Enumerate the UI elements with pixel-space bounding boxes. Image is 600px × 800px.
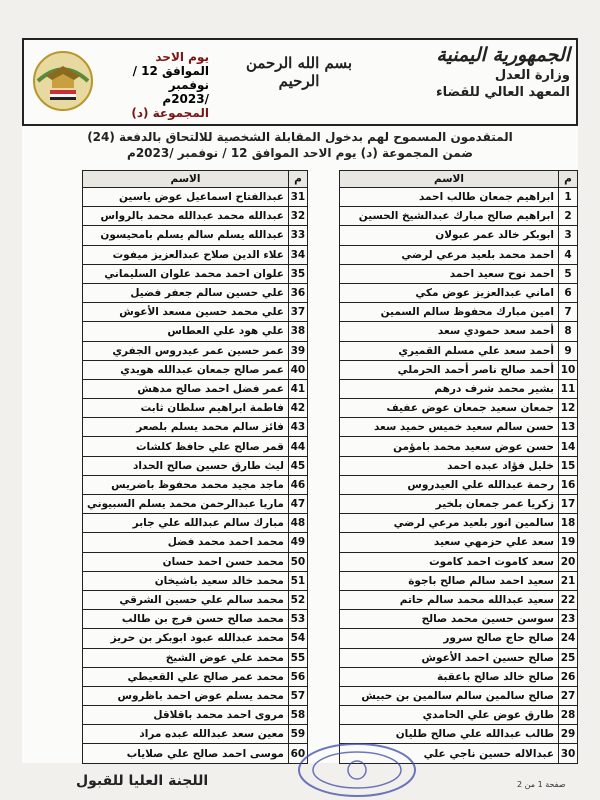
applicant-name: عبدالله يسلم سالم يسلم بامحيسون [83,226,289,245]
table-row [83,533,308,552]
applicant-name: سالمين انور بلعيد مرعي لرضي [340,514,559,533]
table-header-row [340,171,578,188]
table-row [83,571,308,590]
row-number: 54 [288,629,307,648]
applicant-name: احمد نوح سعيد احمد [340,264,559,283]
table-row [83,418,308,437]
row-number: 53 [288,610,307,629]
row-number: 11 [559,379,578,398]
applicant-name: محمد احمد محمد فضل [83,533,289,552]
applicant-name: محمد خالد سعيد باشيخان [83,571,289,590]
row-number: 7 [559,303,578,322]
row-number: 13 [559,418,578,437]
row-number: 31 [288,188,307,207]
applicant-name: عبدالله محمد عبدالله محمد بالرواس [83,207,289,226]
table-row [83,360,308,379]
row-number: 16 [559,475,578,494]
row-number: 23 [559,610,578,629]
page-indicator: صفحة 1 من 2 [517,780,566,789]
applicant-name: محمد صالح حسن فرج بن طالب [83,610,289,629]
row-number: 1 [559,188,578,207]
row-number: 36 [288,283,307,302]
basmala: بسم الله الرحمن الرحيم [245,54,353,90]
table-row [340,495,578,514]
table-row [83,725,308,744]
applicant-name: فاطمة ابراهيم سلطان ثابت [83,399,289,418]
applicant-name: محمد عمر صالح علي القعيطي [83,667,289,686]
table-row [340,475,578,494]
row-number: 10 [559,360,578,379]
table-row [340,303,578,322]
applicant-name: امين مبارك محفوظ سالم السمين [340,303,559,322]
row-number: 5 [559,264,578,283]
table-row [83,648,308,667]
applicant-name: عمر حسين عمر عيدروس الجفري [83,341,289,360]
applicant-name: ابراهيم صالح مبارك عبدالشيخ الحسين [340,207,559,226]
letterhead-institution [400,44,570,100]
row-number: 21 [559,571,578,590]
date-line-1: الموافق 12 / نوفمبر [132,64,209,92]
applicant-name: رحمة عبدالله علي العيدروس [340,475,559,494]
row-number: 26 [559,667,578,686]
row-number: 52 [288,590,307,609]
table-row [340,437,578,456]
institute-name: المعهد العالي للقضاء [435,85,570,100]
row-number: 22 [559,590,578,609]
table-row [340,706,578,725]
row-number: 50 [288,552,307,571]
table-row [340,283,578,302]
table-row [83,264,308,283]
table-row [340,533,578,552]
table-row [83,456,308,475]
row-number: 29 [559,725,578,744]
applicant-name: عمر فضل احمد صالح مدهش [83,379,289,398]
row-number: 33 [288,226,307,245]
row-number: 17 [559,495,578,514]
applicant-name: أحمد سعد حمودي سعد [340,322,559,341]
applicant-name: محمد حسن احمد حسان [83,552,289,571]
applicant-name: زكريا عمر جمعان بلخير [340,495,559,514]
applicant-name: مبارك سالم عبدالله علي جابر [83,514,289,533]
row-number: 57 [288,686,307,705]
applicant-name: أحمد صالح ناصر أحمد الحرملي [340,360,559,379]
row-number: 47 [288,495,307,514]
table-row [83,495,308,514]
table-row [83,744,308,763]
row-number: 25 [559,648,578,667]
applicant-name: ابراهيم جمعان طالب احمد [340,188,559,207]
applicant-name: صالح حاج صالح سرور [340,629,559,648]
table-row [340,629,578,648]
row-number: 27 [559,686,578,705]
table-row [83,226,308,245]
table-row [83,686,308,705]
letterhead [22,38,578,126]
row-number: 60 [288,744,307,763]
applicants-table-left [82,170,308,764]
row-number: 8 [559,322,578,341]
date-block [114,50,209,120]
applicant-name: طارق عوض علي الحامدي [340,706,559,725]
table-row [83,629,308,648]
row-number: 45 [288,456,307,475]
applicant-name: صالح سالمين سالم سالمين بن حبيش [340,686,559,705]
applicant-name: عبدالفتاح اسماعيل عوض ياسين [83,188,289,207]
applicant-name: علوان احمد محمد علوان السليماني [83,264,289,283]
committee-signature: اللجنة العليا للقبول [76,773,209,789]
table-row [340,686,578,705]
applicant-name: سعد علي حزمهي سعيد [340,533,559,552]
table-row [340,360,578,379]
table-row [83,303,308,322]
table-row [83,706,308,725]
applicant-name: علي حسين سالم جعفر فضيل [83,283,289,302]
column-header-number: م [559,171,578,188]
row-number: 42 [288,399,307,418]
table-row [340,667,578,686]
table-row [340,552,578,571]
row-number: 43 [288,418,307,437]
row-number: 34 [288,245,307,264]
table-row [340,399,578,418]
applicant-name: سوسن حسين محمد صالح [340,610,559,629]
column-header-name: الاسم [340,171,559,188]
applicant-name: صالح خالد صالح باعقبة [340,667,559,686]
row-number: 3 [559,226,578,245]
applicant-name: علي محمد حسين مسعد الأعوش [83,303,289,322]
table-row [340,590,578,609]
table-row [83,207,308,226]
table-row [340,571,578,590]
table-row [340,456,578,475]
table-row [83,514,308,533]
table-row [340,379,578,398]
row-number: 37 [288,303,307,322]
applicant-name: فائز سالم محمد يسلم بلصعر [83,418,289,437]
applicant-name: سعيد عبدالله محمد سالم حاتم [340,590,559,609]
row-number: 15 [559,456,578,475]
applicants-table-right [339,170,578,764]
table-row [340,264,578,283]
applicant-name: مروى احمد محمد باقلاقل [83,706,289,725]
table-row [340,418,578,437]
applicant-name: خليل فؤاد عبده احمد [340,456,559,475]
table-row [340,322,578,341]
row-number: 55 [288,648,307,667]
column-header-name: الاسم [83,171,289,188]
table-row [83,283,308,302]
applicant-name: معين سعد عبدالله عبده مراد [83,725,289,744]
table-row [340,514,578,533]
applicant-name: علاء الدين صلاح عبدالعزيز ميفوت [83,245,289,264]
table-row [340,648,578,667]
applicant-name: حسن عوض سعيد محمد بامؤمن [340,437,559,456]
table-row [83,322,308,341]
row-number: 38 [288,322,307,341]
table-row [83,437,308,456]
applicant-name: اماني عبدالعزيز عوض مكي [340,283,559,302]
ministry-seal-stamp-icon [292,738,422,798]
row-number: 32 [288,207,307,226]
row-number: 46 [288,475,307,494]
row-number: 49 [288,533,307,552]
applicant-name: محمد علي عوض الشيخ [83,648,289,667]
applicant-name: طالب عبدالله علي صالح طليان [340,725,559,744]
applicant-name: ليث طارق حسين صالح الحداد [83,456,289,475]
table-row [83,399,308,418]
table-row [340,610,578,629]
applicant-name: أحمد سعد علي مسلم القميري [340,341,559,360]
date-line-2: /2023م [162,92,209,106]
applicant-name: سعيد احمد سالم صالح باجوة [340,571,559,590]
table-row [340,188,578,207]
document-page [22,38,578,789]
table-row [83,667,308,686]
column-header-number: م [288,171,307,188]
day-label: يوم الاحد [155,50,209,64]
table-row [83,188,308,207]
row-number: 30 [559,744,578,763]
row-number: 59 [288,725,307,744]
group-label: المجموعة (د) [131,106,209,120]
row-number: 40 [288,360,307,379]
row-number: 39 [288,341,307,360]
applicant-name: موسى احمد صالح علي صلاياب [83,744,289,763]
applicant-name: قمر صالح علي حافظ كلشات [83,437,289,456]
applicant-name: جمعان سعيد جمعان عوض عفيف [340,399,559,418]
applicant-name: سعد كاموت احمد كاموت [340,552,559,571]
notice-heading [22,130,578,162]
row-number: 41 [288,379,307,398]
yemen-eagle-emblem-icon [32,50,94,112]
row-number: 2 [559,207,578,226]
row-number: 58 [288,706,307,725]
notice-line-2: ضمن المجموعة (د) يوم الاحد الموافق 12 / نوفمبر /2023م [127,146,473,160]
applicant-name: محمد سالم علي حسين الشرقي [83,590,289,609]
applicant-name: ابوبكر خالد عمر عبولان [340,226,559,245]
table-row [83,610,308,629]
applicant-name: ماريا عبدالرحمن محمد يسلم السبيوني [83,495,289,514]
row-number: 18 [559,514,578,533]
row-number: 6 [559,283,578,302]
table-row [340,341,578,360]
applicant-name: محمد عبدالله عبود ابوبكر بن حريز [83,629,289,648]
table-header-row [83,171,308,188]
row-number: 35 [288,264,307,283]
row-number: 9 [559,341,578,360]
applicant-name: عمر صالح جمعان عبدالله هويدي [83,360,289,379]
table-row [83,379,308,398]
row-number: 48 [288,514,307,533]
row-number: 56 [288,667,307,686]
row-number: 51 [288,571,307,590]
row-number: 19 [559,533,578,552]
ministry-name: وزارة العدل [494,68,570,83]
applicant-name: صالح حسين احمد الأعوش [340,648,559,667]
row-number: 28 [559,706,578,725]
table-row [83,475,308,494]
row-number: 24 [559,629,578,648]
applicant-name: حسن سالم سعيد خميس حميد سعد [340,418,559,437]
table-row [83,245,308,264]
row-number: 14 [559,437,578,456]
applicant-name: ماجد مجيد محمد محفوظ باضريس [83,475,289,494]
table-row [83,341,308,360]
applicant-name: محمد يسلم عوض احمد باظروس [83,686,289,705]
applicant-name: علي هود علي العطاس [83,322,289,341]
applicant-name: عبدالاله حسين ناجي علي [340,744,559,763]
table-row [83,590,308,609]
table-row [340,245,578,264]
table-row [340,226,578,245]
notice-line-1: المتقدمون المسموح لهم بدخول المقابلة الشخصية للالتحاق بالدفعة (24) [87,130,513,144]
table-row [83,552,308,571]
row-number: 12 [559,399,578,418]
country-name: الجمهورية اليمنية [436,44,570,66]
applicant-name: بشير محمد شرف درهم [340,379,559,398]
row-number: 20 [559,552,578,571]
row-number: 44 [288,437,307,456]
table-row [340,207,578,226]
row-number: 4 [559,245,578,264]
applicant-name: احمد محمد بلعيد مرعي لرضي [340,245,559,264]
